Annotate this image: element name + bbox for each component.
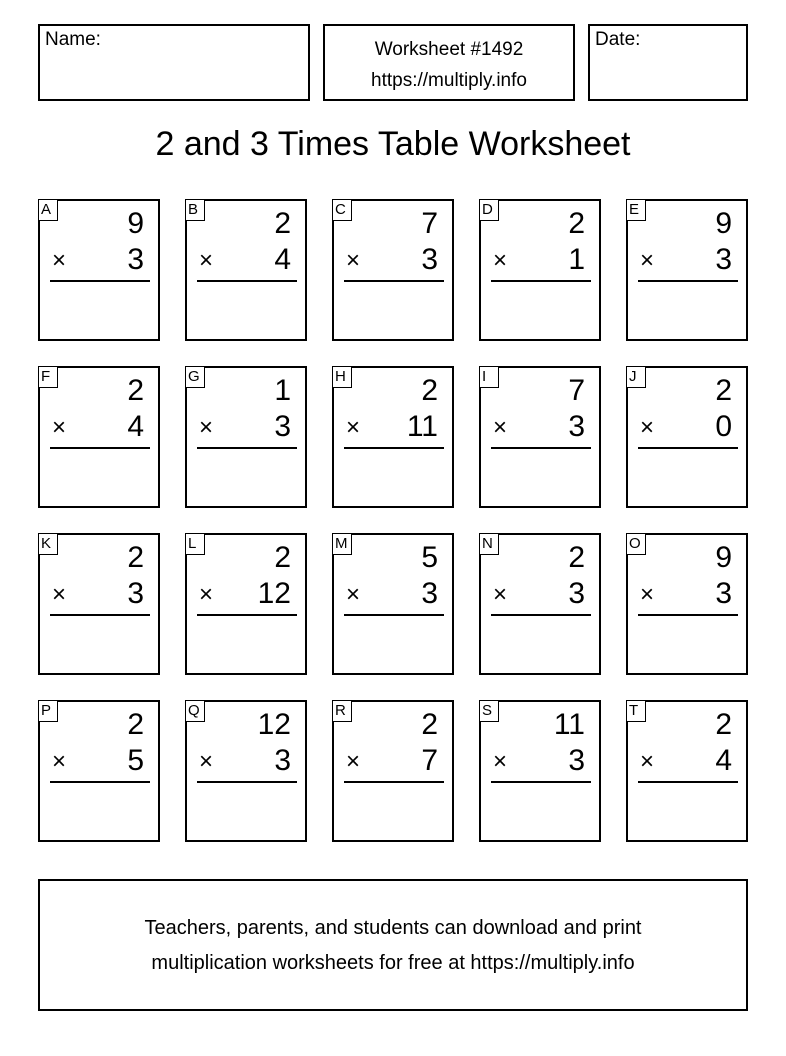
problem-bottom-number: 5 — [127, 744, 144, 777]
problem-top-number: 1 — [274, 374, 291, 407]
problem-label: P — [38, 700, 58, 722]
problem-label: M — [332, 533, 352, 555]
problem-label: I — [479, 366, 499, 388]
problem-card[interactable] — [626, 366, 748, 508]
answer-line — [491, 447, 591, 449]
problem-label: F — [38, 366, 58, 388]
times-sign: × — [640, 247, 655, 274]
problem-bottom-number: 4 — [274, 243, 291, 276]
answer-line — [638, 614, 738, 616]
answer-line — [638, 781, 738, 783]
times-sign: × — [346, 581, 361, 608]
problem-card[interactable] — [185, 199, 307, 341]
problem-label: C — [332, 199, 352, 221]
problem-bottom-number: 3 — [274, 744, 291, 777]
problem-top-number: 9 — [715, 541, 732, 574]
times-sign: × — [493, 748, 508, 775]
problem-label: R — [332, 700, 352, 722]
problem-bottom-number: 3 — [421, 577, 438, 610]
worksheet-info-box — [323, 24, 575, 101]
problem-label: T — [626, 700, 646, 722]
times-sign: × — [52, 748, 67, 775]
problem-bottom-number: 4 — [127, 410, 144, 443]
problem-label: Q — [185, 700, 205, 722]
times-sign: × — [640, 748, 655, 775]
problem-bottom-number: 3 — [568, 410, 585, 443]
problem-bottom-number: 3 — [127, 243, 144, 276]
problem-card[interactable] — [332, 366, 454, 508]
worksheet-number: Worksheet #1492 — [374, 39, 524, 60]
problem-top-number: 9 — [715, 207, 732, 240]
problem-top-number: 2 — [127, 708, 144, 741]
problem-card[interactable] — [626, 533, 748, 675]
problem-card[interactable] — [479, 199, 601, 341]
problem-label: O — [626, 533, 646, 555]
answer-line — [197, 614, 297, 616]
problem-label: G — [185, 366, 205, 388]
problem-top-number: 11 — [553, 708, 585, 741]
problem-top-number: 2 — [127, 374, 144, 407]
answer-line — [638, 447, 738, 449]
footer-line-1: Teachers, parents, and students can download and print — [144, 917, 642, 939]
problem-top-number: 2 — [568, 207, 585, 240]
times-sign: × — [199, 414, 214, 441]
problem-top-number: 2 — [421, 374, 438, 407]
times-sign: × — [199, 247, 214, 274]
answer-line — [50, 614, 150, 616]
problem-card[interactable] — [626, 199, 748, 341]
times-sign: × — [346, 748, 361, 775]
problem-top-number: 2 — [274, 207, 291, 240]
problem-bottom-number: 1 — [568, 243, 585, 276]
problem-label: S — [479, 700, 499, 722]
answer-line — [197, 781, 297, 783]
problem-bottom-number: 11 — [406, 410, 438, 443]
answer-line — [344, 781, 444, 783]
page-title: 2 and 3 Times Table Worksheet — [155, 125, 631, 163]
problem-label: A — [38, 199, 58, 221]
problem-bottom-number: 3 — [568, 577, 585, 610]
problem-card[interactable] — [38, 533, 160, 675]
problem-bottom-number: 4 — [715, 744, 732, 777]
answer-line — [491, 781, 591, 783]
times-sign: × — [640, 581, 655, 608]
problem-bottom-number: 3 — [421, 243, 438, 276]
problem-top-number: 2 — [274, 541, 291, 574]
problem-bottom-number: 3 — [274, 410, 291, 443]
problem-bottom-number: 3 — [715, 243, 732, 276]
times-sign: × — [493, 414, 508, 441]
name-label: Name: — [45, 29, 101, 50]
answer-line — [638, 280, 738, 282]
problem-top-number: 2 — [568, 541, 585, 574]
answer-line — [344, 614, 444, 616]
footer-note — [38, 879, 748, 1011]
date-field[interactable] — [588, 24, 748, 101]
answer-line — [344, 447, 444, 449]
problem-bottom-number: 3 — [715, 577, 732, 610]
problem-bottom-number: 12 — [257, 577, 291, 610]
answer-line — [344, 280, 444, 282]
times-sign: × — [493, 581, 508, 608]
problem-card[interactable] — [479, 533, 601, 675]
problem-bottom-number: 0 — [715, 410, 732, 443]
times-sign: × — [52, 414, 67, 441]
problem-top-number: 12 — [257, 708, 291, 741]
problem-label: H — [332, 366, 352, 388]
problem-label: L — [185, 533, 205, 555]
problem-bottom-number: 7 — [421, 744, 438, 777]
answer-line — [491, 614, 591, 616]
problem-card[interactable] — [332, 533, 454, 675]
problem-card[interactable] — [479, 700, 601, 842]
problem-top-number: 2 — [421, 708, 438, 741]
problem-label: N — [479, 533, 499, 555]
problem-card[interactable] — [185, 533, 307, 675]
problem-label: K — [38, 533, 58, 555]
problem-label: B — [185, 199, 205, 221]
problem-top-number: 2 — [715, 708, 732, 741]
problem-top-number: 7 — [568, 374, 585, 407]
problem-card[interactable] — [332, 700, 454, 842]
problem-card[interactable] — [38, 366, 160, 508]
answer-line — [50, 280, 150, 282]
answer-line — [50, 447, 150, 449]
problem-label: E — [626, 199, 646, 221]
answer-line — [197, 447, 297, 449]
problem-top-number: 9 — [127, 207, 144, 240]
times-sign: × — [346, 247, 361, 274]
problem-bottom-number: 3 — [127, 577, 144, 610]
times-sign: × — [52, 581, 67, 608]
times-sign: × — [199, 748, 214, 775]
times-sign: × — [640, 414, 655, 441]
date-label: Date: — [595, 29, 641, 50]
times-sign: × — [199, 581, 214, 608]
problem-label: J — [626, 366, 646, 388]
name-field[interactable] — [38, 24, 310, 101]
times-sign: × — [493, 247, 508, 274]
answer-line — [197, 280, 297, 282]
problem-card[interactable] — [626, 700, 748, 842]
problem-bottom-number: 3 — [568, 744, 585, 777]
worksheet-url: https://multiply.info — [371, 70, 527, 91]
problem-top-number: 2 — [715, 374, 732, 407]
problem-top-number: 2 — [127, 541, 144, 574]
problem-card[interactable] — [38, 199, 160, 341]
answer-line — [491, 280, 591, 282]
problem-card[interactable] — [185, 700, 307, 842]
times-sign: × — [346, 414, 361, 441]
problem-top-number: 5 — [421, 541, 438, 574]
footer-line-2: multiplication worksheets for free at https://multiply.info — [151, 952, 635, 974]
problem-card[interactable] — [185, 366, 307, 508]
answer-line — [50, 781, 150, 783]
problem-card[interactable] — [479, 366, 601, 508]
problem-card[interactable] — [38, 700, 160, 842]
problem-card[interactable] — [332, 199, 454, 341]
problem-top-number: 7 — [421, 207, 438, 240]
times-sign: × — [52, 247, 67, 274]
problem-label: D — [479, 199, 499, 221]
